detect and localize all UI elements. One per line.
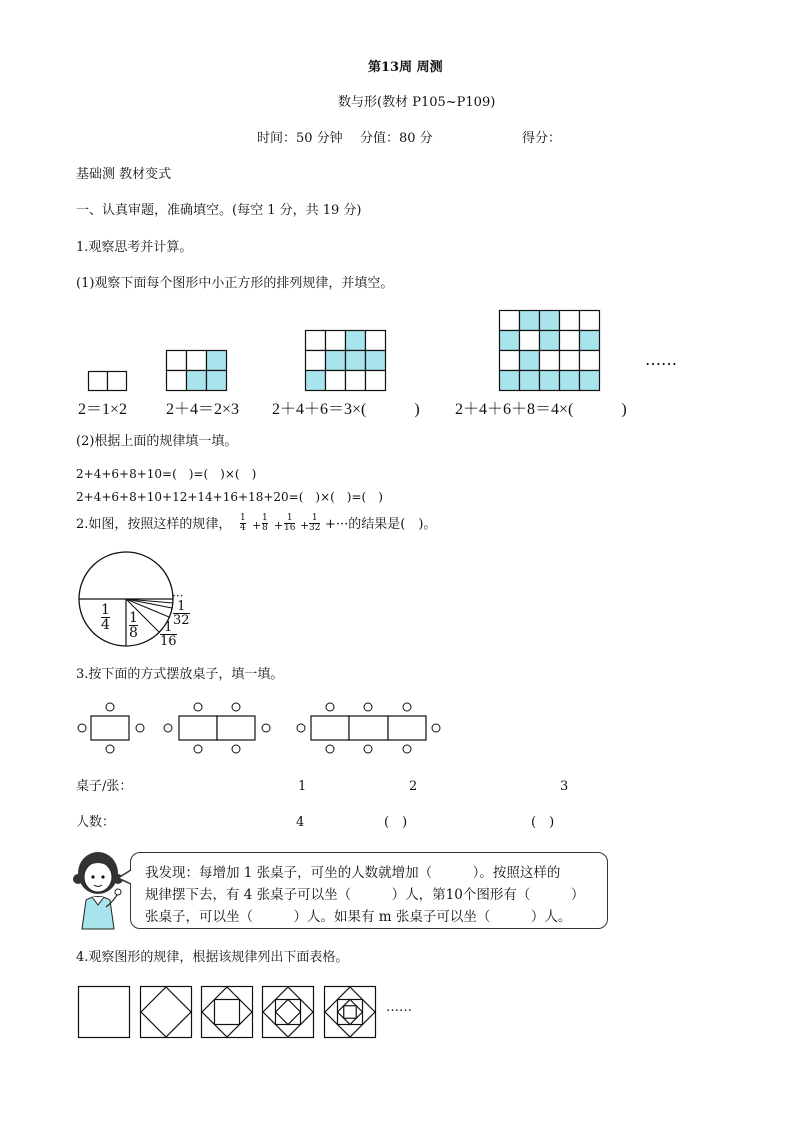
score-got: 得分：	[522, 131, 562, 146]
people-label: 人数：	[76, 815, 116, 830]
equation-3: 2＋4＋6＝3×( )	[272, 401, 420, 418]
q2-fraction-1: 1 4	[240, 513, 246, 533]
q1-fill-line-2: 2+4+6+8+10+12+14+16+18+20=( )×( )=( )	[76, 490, 383, 504]
grid-cell	[366, 371, 386, 391]
section-part1: 一、认真审题，准确填空。(每空 1 分，共 19 分)	[76, 203, 362, 218]
grid-cell	[580, 371, 600, 391]
grid-cell	[167, 371, 187, 391]
grid-cell	[306, 351, 326, 371]
section-basics: 基础测 教材变式	[76, 167, 172, 182]
tables-count-2: 2	[409, 779, 418, 794]
grid-cell	[346, 331, 366, 351]
q1-sub2: (2)根据上面的规律填一填。	[76, 434, 238, 449]
grid-cell	[580, 351, 600, 371]
grid-cell	[540, 351, 560, 371]
q2-suffix: +···的结果是( )。	[325, 517, 437, 532]
people-count-3: ( )	[531, 815, 555, 830]
bubble-line-1: 我发现：每增加 1 张桌子，可坐的人数就增加（ ）。按照这样的	[145, 865, 561, 881]
grid-cell	[500, 371, 520, 391]
people-count-1: 4	[296, 815, 305, 830]
grid-cell	[326, 371, 346, 391]
circle-label-dots: ···	[172, 589, 184, 603]
equation-1: 2＝1×2	[78, 401, 128, 418]
grid-cell	[500, 331, 520, 351]
grid-cell	[306, 331, 326, 351]
grid-cell	[560, 351, 580, 371]
grid-cell	[306, 371, 326, 391]
grid-cell	[187, 371, 207, 391]
grid-figure-3	[305, 330, 387, 392]
table-arrangement-3	[296, 703, 446, 753]
grid-cell	[500, 311, 520, 331]
figure-ellipsis: ……	[645, 350, 677, 369]
grid-cell	[366, 351, 386, 371]
girl-illustration	[70, 845, 130, 930]
grid-cell	[580, 311, 600, 331]
q4-title: 4.观察图形的规律，根据该规律列出下面表格。	[76, 950, 349, 965]
nested-square-figure-1	[78, 986, 130, 1038]
q1-fill-line-1: 2+4+6+8+10=( )=( )×( )	[76, 467, 257, 481]
grid-cell	[187, 351, 207, 371]
score-total: 分值：80 分	[360, 131, 433, 146]
q2-plus-1: +	[252, 519, 262, 532]
time-info: 时间：50 分钟	[257, 131, 343, 146]
equation-4: 2＋4＋6＋8＝4×( )	[455, 401, 627, 418]
q2-plus-2: +	[274, 519, 284, 532]
circle-label-thirtysecond: 1 32	[173, 599, 190, 628]
circle-label-eighth: 1 8	[129, 610, 138, 641]
page-subtitle: 数与形(教材 P105~P109)	[338, 95, 496, 110]
grid-cell	[346, 351, 366, 371]
grid-cell	[500, 351, 520, 371]
grid-cell	[346, 371, 366, 391]
grid-cell	[580, 331, 600, 351]
grid-figure-2	[166, 350, 228, 392]
bubble-line-2: 规律摆下去，有 4 张桌子可以坐（ ）人，第10个图形有（ ）	[145, 887, 585, 903]
q2-prefix: 2.如图，按照这样的规律，	[76, 517, 232, 532]
grid-cell	[560, 371, 580, 391]
nested-square-figure-2	[140, 986, 192, 1038]
table-arrangement-1	[77, 703, 147, 753]
grid-cell	[207, 351, 227, 371]
q2-fraction-2: 1 8	[262, 513, 268, 533]
circle-label-quarter: 1 4	[101, 602, 110, 633]
grid-cell	[520, 311, 540, 331]
people-count-2: ( )	[384, 815, 408, 830]
grid-cell	[326, 331, 346, 351]
grid-cell	[560, 331, 580, 351]
equation-2: 2＋4＝2×3	[166, 401, 240, 418]
q2-fraction-4: 1 32	[309, 513, 321, 533]
grid-cell	[540, 371, 560, 391]
q2-fraction-3: 1 16	[284, 513, 296, 533]
grid-cell	[520, 351, 540, 371]
nested-square-figure-3	[201, 986, 253, 1038]
q4-ellipsis: ……	[386, 1000, 412, 1015]
grid-cell	[207, 371, 227, 391]
grid-cell	[167, 351, 187, 371]
bubble-line-3: 张桌子，可以坐（ ）人。如果有 m 张桌子可以坐（ ）人。	[145, 909, 572, 925]
grid-cell	[540, 331, 560, 351]
tables-label: 桌子/张：	[76, 779, 133, 794]
nested-square-figure-5	[324, 986, 376, 1038]
tables-count-1: 1	[298, 779, 307, 794]
q1-title: 1.观察思考并计算。	[76, 240, 193, 255]
speech-bubble-tail	[118, 870, 132, 886]
table-arrangement-2	[163, 703, 273, 753]
grid-cell	[520, 371, 540, 391]
tables-count-3: 3	[560, 779, 569, 794]
speech-bubble	[130, 852, 608, 929]
q2-plus-3: +	[300, 519, 310, 532]
grid-cell	[366, 331, 386, 351]
grid-figure-1	[88, 371, 128, 391]
grid-cell	[540, 311, 560, 331]
q1-sub1: (1)观察下面每个图形中小正方形的排列规律，并填空。	[76, 276, 394, 291]
q3-title: 3.按下面的方式摆放桌子，填一填。	[76, 667, 284, 682]
nested-square-figure-4	[262, 986, 314, 1038]
page-title: 第13周 周测	[368, 60, 443, 75]
grid-cell	[520, 331, 540, 351]
grid-cell	[326, 351, 346, 371]
circle-label-sixteenth: 1 16	[160, 620, 177, 649]
grid-cell	[560, 311, 580, 331]
grid-figure-4	[499, 310, 601, 392]
